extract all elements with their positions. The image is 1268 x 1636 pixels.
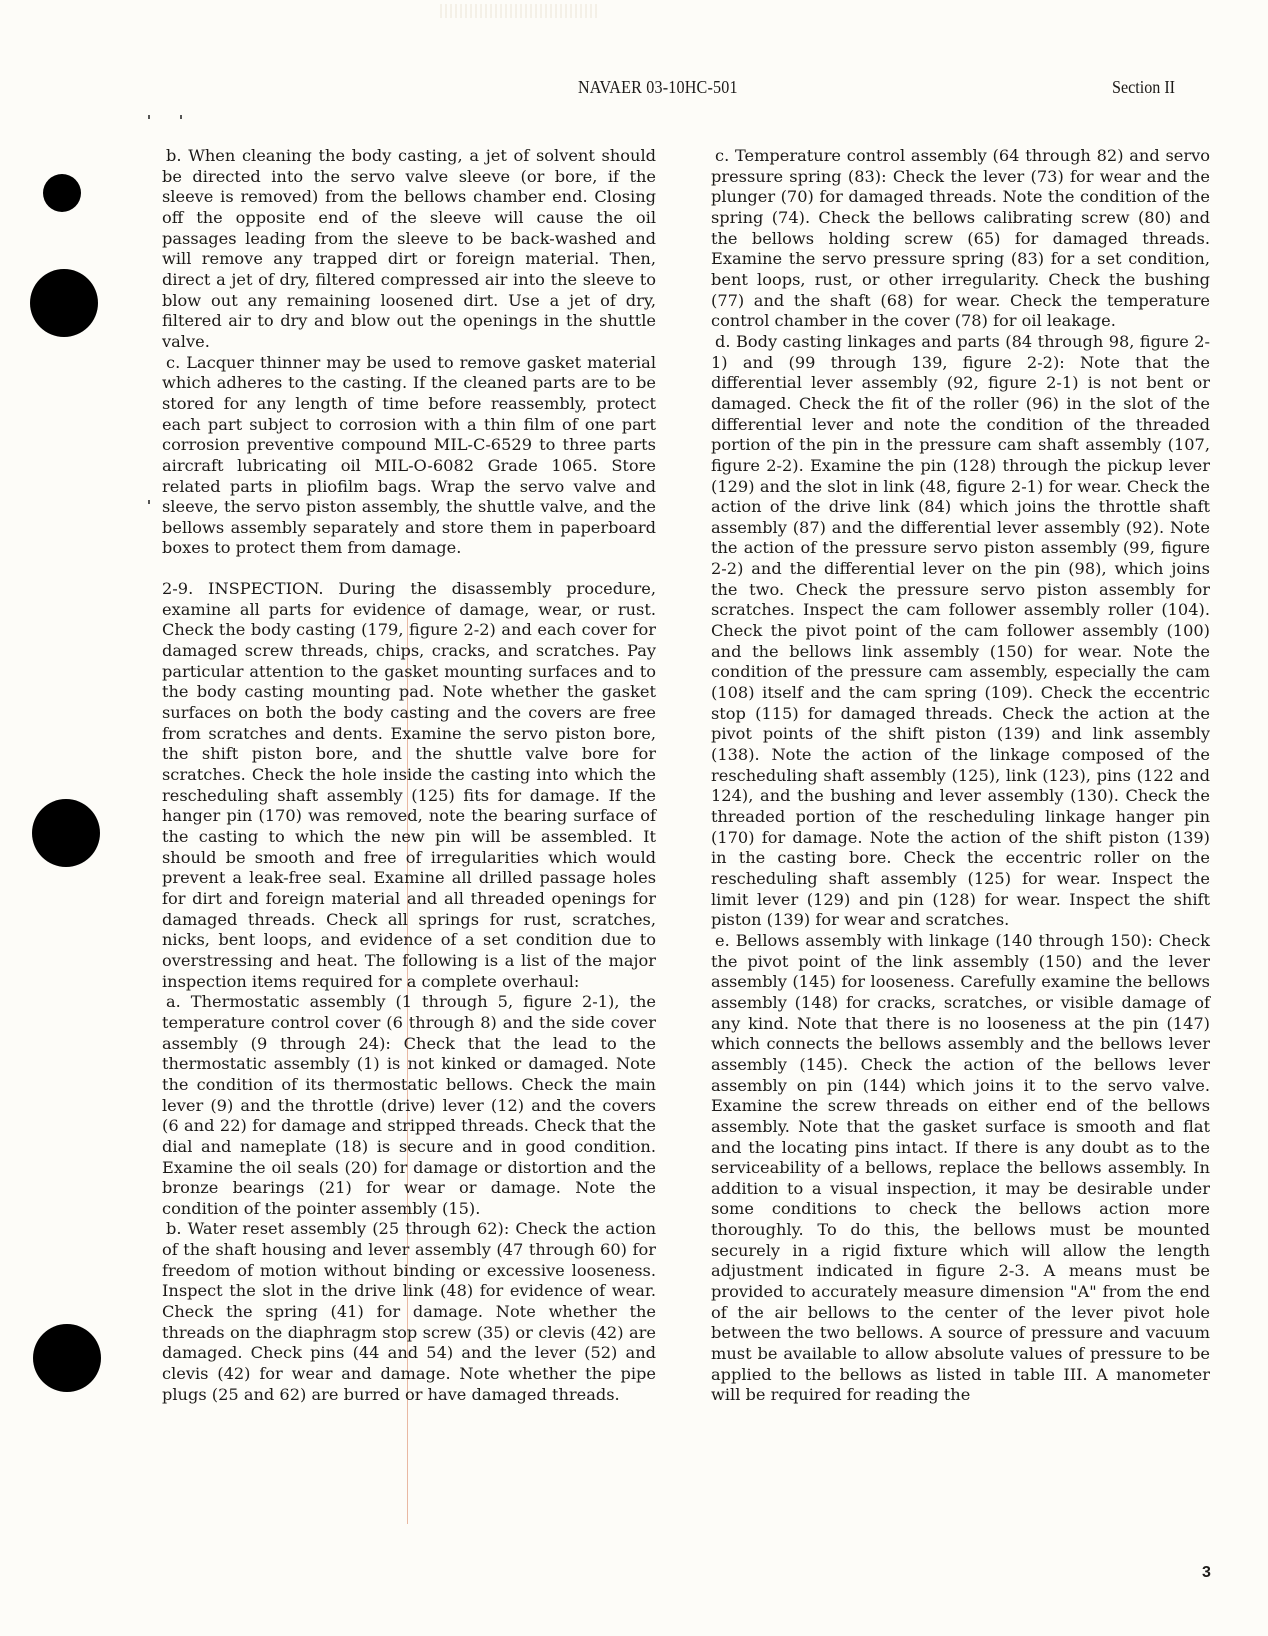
inspection-item-a: a. Thermostatic assembly (1 through 5, figure 2-1), the temperature control cover (6 through 8) and the side cover assembly (9 through 24): Check that the lead to the thermostatic assembly (1) is not kinked or damaged. Note the condition of its thermostatic bellows. Check the main lever (9) and the throttle (drive) lever (12) and the covers (6 and 22) for damage and stripped threads. Check that the dial and nameplate (18) is secure and in good condition. Examine the oil seals (20) for damage or distortion and the bronze bearings (21) for wear or damage. Note the condition of the pointer assembly (15). xyxy=(162,992,656,1218)
binder-hole-icon xyxy=(33,1324,101,1392)
document-number: NAVAER 03-10HC-501 xyxy=(578,77,738,97)
scan-artifact xyxy=(440,4,600,18)
paragraph-cleaning-body-casting: b. When cleaning the body casting, a jet of solvent should be directed into the servo valve sleeve (or bore, if the sleeve is removed) from the bellows chamber end. Closing off the opposite end of the sleeve will cause the oil passages leading from the sleeve to be back-washed and will remove any trapped dirt or foreign material. Then, direct a jet of dry, filtered compressed air into the sleeve to blow out any remaining loosened dirt. Use a jet of dry, filtered air to dry and blow out the openings in the shuttle valve. xyxy=(162,146,656,351)
inspection-section xyxy=(162,579,656,992)
inspection-item-d: d. Body casting linkages and parts (84 through 98, figure 2-1) and (99 through 139, figure 2-2): Note that the differential lever assembly (92, figure 2-1) is not bent or damaged. Check the fit of the roller (96) in the slot of the differential lever and note the condition of the threaded portion of the pin in the pressure cam shaft assembly (107, figure 2-2). Examine the pin (128) through the pickup lever (129) and the slot in link (48, figure 2-1) for wear. Check the action of the drive link (84) which joins the throttle shaft assembly (87) and the differential lever assembly (92). Note the action of the pressure servo piston assembly (99, figure 2-2) and the differential lever on the pin (98), which joins the two. Check the pressure servo piston assembly for scratches. Inspect the cam follower assembly roller (104). Check the pivot point of the cam follower assembly (100) and the bellows link assembly (150) for wear. Note the condition of the pressure cam assembly, especially the cam (108) itself and the cam spring (109). Check the eccentric stop (115) for damaged threads. Check the action at the pivot points of the shift piston (139) and link assembly (138). Note the action of the linkage composed of the rescheduling shaft assembly (125), link (123), pins (122 and 124), and the bushing and lever assembly (130). Check the threaded portion of the rescheduling linkage hanger pin (170) for damage. Note the action of the shift piston (139) in the casting bore. Check the eccentric roller on the rescheduling shaft assembly (125) for wear. Inspect the limit lever (129) and pin (128) for wear. Inspect the shift piston (139) for wear and scratches. xyxy=(711,331,1210,930)
scan-mark xyxy=(148,500,150,504)
binder-hole-icon xyxy=(32,799,100,867)
inspection-item-b: b. Water reset assembly (25 through 62): Check the action of the shaft housing and lever assembly (47 through 60) for freedom of motion without binding or excessive looseness. Inspect the slot in the drive link (48) for evidence of wear. Check the spring (41) for damage. Note whether the threads on the diaphragm stop screw (35) or clevis (42) are damaged. Check pins (44 and 54) and the lever (52) and clevis (42) for wear and damage. Note whether the pipe plugs (25 and 62) are burred or have damaged threads. xyxy=(162,1219,656,1404)
inspection-body: During the disassembly procedure, examine all parts for evidence of damage, wear, or rust. Check the body casting (179, figure 2-2) and each cover for damaged screw threads, chips, cracks, and scratches. Pay particular attention to the gasket mounting surfaces and to the body casting mounting pad. Note whether the gasket surfaces on both the body casting and the covers are free from scratches and dents. Examine the servo piston bore, the shift piston bore, and the shuttle valve bore for scratches. Check the hole inside the casting into which the rescheduling shaft assembly (125) fits for damage. If the hanger pin (170) was removed, note the bearing surface of the casting to which the new pin will be assembled. It should be smooth and free of irregularities which would prevent a leak-free seal. Examine all drilled passage holes for dirt and foreign material and all threaded openings for damaged threads. Check all springs for rust, scratches, nicks, bent loops, and evidence of a set condition due to overstressing and heat. The following is a list of the major inspection items required for a complete overhaul: xyxy=(162,579,656,991)
section-label: Section II xyxy=(1112,77,1176,97)
section-heading: 2-9. INSPECTION. xyxy=(162,579,324,599)
inspection-item-c: c. Temperature control assembly (64 through 82) and servo pressure spring (83): Check the lever (73) for wear and the plunger (70) for damaged threads. Note the condition of the spring (74). Check the bellows calibrating screw (80) and the bellows holding screw (65) for damaged threads. Examine the servo pressure spring (83) for a set condition, bent loops, rust, or other irregularity. Check the bushing (77) and the shaft (68) for wear. Check the temperature control chamber in the cover (78) for oil leakage. xyxy=(711,146,1210,331)
paragraph-gap xyxy=(162,559,656,579)
left-column xyxy=(162,146,656,1405)
inspection-item-e: e. Bellows assembly with linkage (140 through 150): Check the pivot point of the link assembly (150) and the lever assembly (145) for looseness. Carefully examine the bellows assembly (148) for cracks, scratches, or visible damage of any kind. Note that there is no looseness at the pin (147) which connects the bellows assembly and the bellows lever assembly (145). Check the action of the bellows lever assembly on pin (144) which joins it to the servo valve. Examine the screw threads on either end of the bellows assembly. Note that the gasket surface is smooth and flat and the locating pins intact. If there is any doubt as to the serviceability of a bellows, replace the bellows assembly. In addition to a visual inspection, it may be desirable under some conditions to check the bellows action more thoroughly. To do this, the bellows must be mounted securely in a rigid fixture which will allow the length adjustment indicated in figure 2-3. A means must be provided to accurately measure dimension "A" from the end of the air bellows to the center of the lever pivot hole between the two bellows. A source of pressure and vacuum must be available to allow absolute values of pressure to be applied to the bellows as listed in table III. A manometer will be required for reading the xyxy=(711,930,1210,1405)
paragraph-lacquer-thinner: c. Lacquer thinner may be used to remove gasket material which adheres to the casting. If the cleaned parts are to be stored for any length of time before reassembly, protect each part subject to corrosion with a thin film of one part corrosion preventive compound MIL-C-6529 to three parts aircraft lubricating oil MIL-O-6082 Grade 1065. Store related parts in pliofilm bags. Wrap the servo valve and sleeve, the servo piston assembly, the shuttle valve, and the bellows assembly separately and store them in paperboard boxes to protect them from damage. xyxy=(162,352,656,558)
scan-mark xyxy=(148,115,150,119)
page-number: 3 xyxy=(1202,1564,1211,1581)
right-column xyxy=(711,146,1210,1406)
binder-hole-icon xyxy=(30,269,98,337)
binder-hole-icon xyxy=(43,174,81,212)
scan-mark xyxy=(180,115,182,119)
